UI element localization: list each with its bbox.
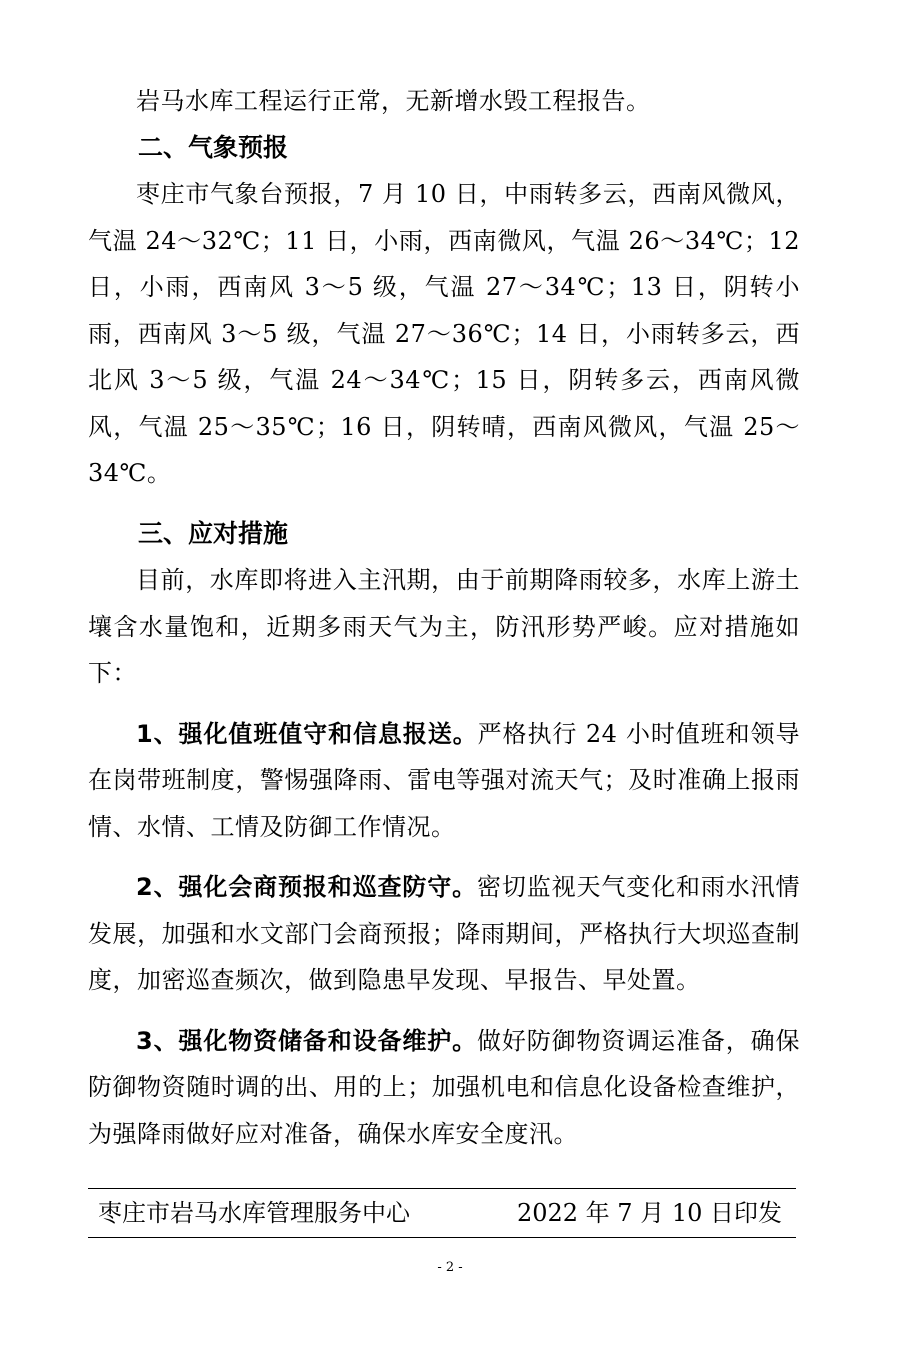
measure-item-2-title: 2、强化会商预报和巡查防守。 [136,873,477,901]
weather-forecast-paragraph: 枣庄市气象台预报，7 月 10 日，中雨转多云，西南风微风，气温 24～32℃；11 日，小雨，西南微风，气温 26～34℃；12 日，小雨，西南风 3～5 级，气温 27～34℃；13 日，阴转小雨，西南风 3～5 级，气温 27～36℃；14 日，小雨转多云，西北风 3～5 级，气温 24～34℃；15 日，阴转多云，西南风微风，气温 25～35℃；16 日，阴转晴，西南风微风，气温 25～34℃。 [88,180,800,487]
measure-item-1-text: 严格执行 24 小时值班和领导在岗带班制度，警惕强降雨、雷电等强对流天气；及时准确上报雨情、水情、工情及防御工作情况。 [88,719,800,841]
document-body [88,78,800,1157]
spacer [88,697,800,711]
measure-item-1-title: 1、强化值班值守和信息报送。 [136,719,478,748]
measure-item-3-title: 3、强化物资储备和设备维护。 [136,1026,477,1055]
measure-item-2-text: 密切监视天气变化和雨水汛情发展，加强和水文部门会商预报；降雨期间，严格执行大坝巡查制度，加密巡查频次，做到隐患早发现、早报告、早处置。 [88,873,801,994]
measures-intro-paragraph: 目前，水库即将进入主汛期，由于前期降雨较多，水库上游土壤含水量饱和，近期多雨天气为主，防汛形势严峻。应对措施如下： [88,566,800,687]
measure-item-2 [88,864,800,1004]
issue-date: 2022 年 7 月 10 日印发 [516,1199,782,1227]
spacer [88,850,800,864]
measure-item-3-text: 做好防御物资调运准备，确保防御物资随时调的出、用的上；加强机电和信息化设备检查维护，为强降雨做好应对准备，确保水库安全度汛。 [88,1026,801,1148]
section-heading-measures: 三、应对措施 [138,518,289,548]
intro-paragraph: 岩马水库工程运行正常，无新增水毁工程报告。 [136,87,651,115]
measure-item-3 [88,1018,800,1158]
issue-footer [88,1188,796,1238]
section-heading-weather: 二、气象预报 [138,132,289,162]
issuer-name: 枣庄市岩马水库管理服务中心 [98,1199,410,1227]
page-number: - 2 - [437,1260,463,1275]
measure-item-1 [88,711,800,851]
spacer [88,497,800,511]
spacer [88,1004,800,1018]
